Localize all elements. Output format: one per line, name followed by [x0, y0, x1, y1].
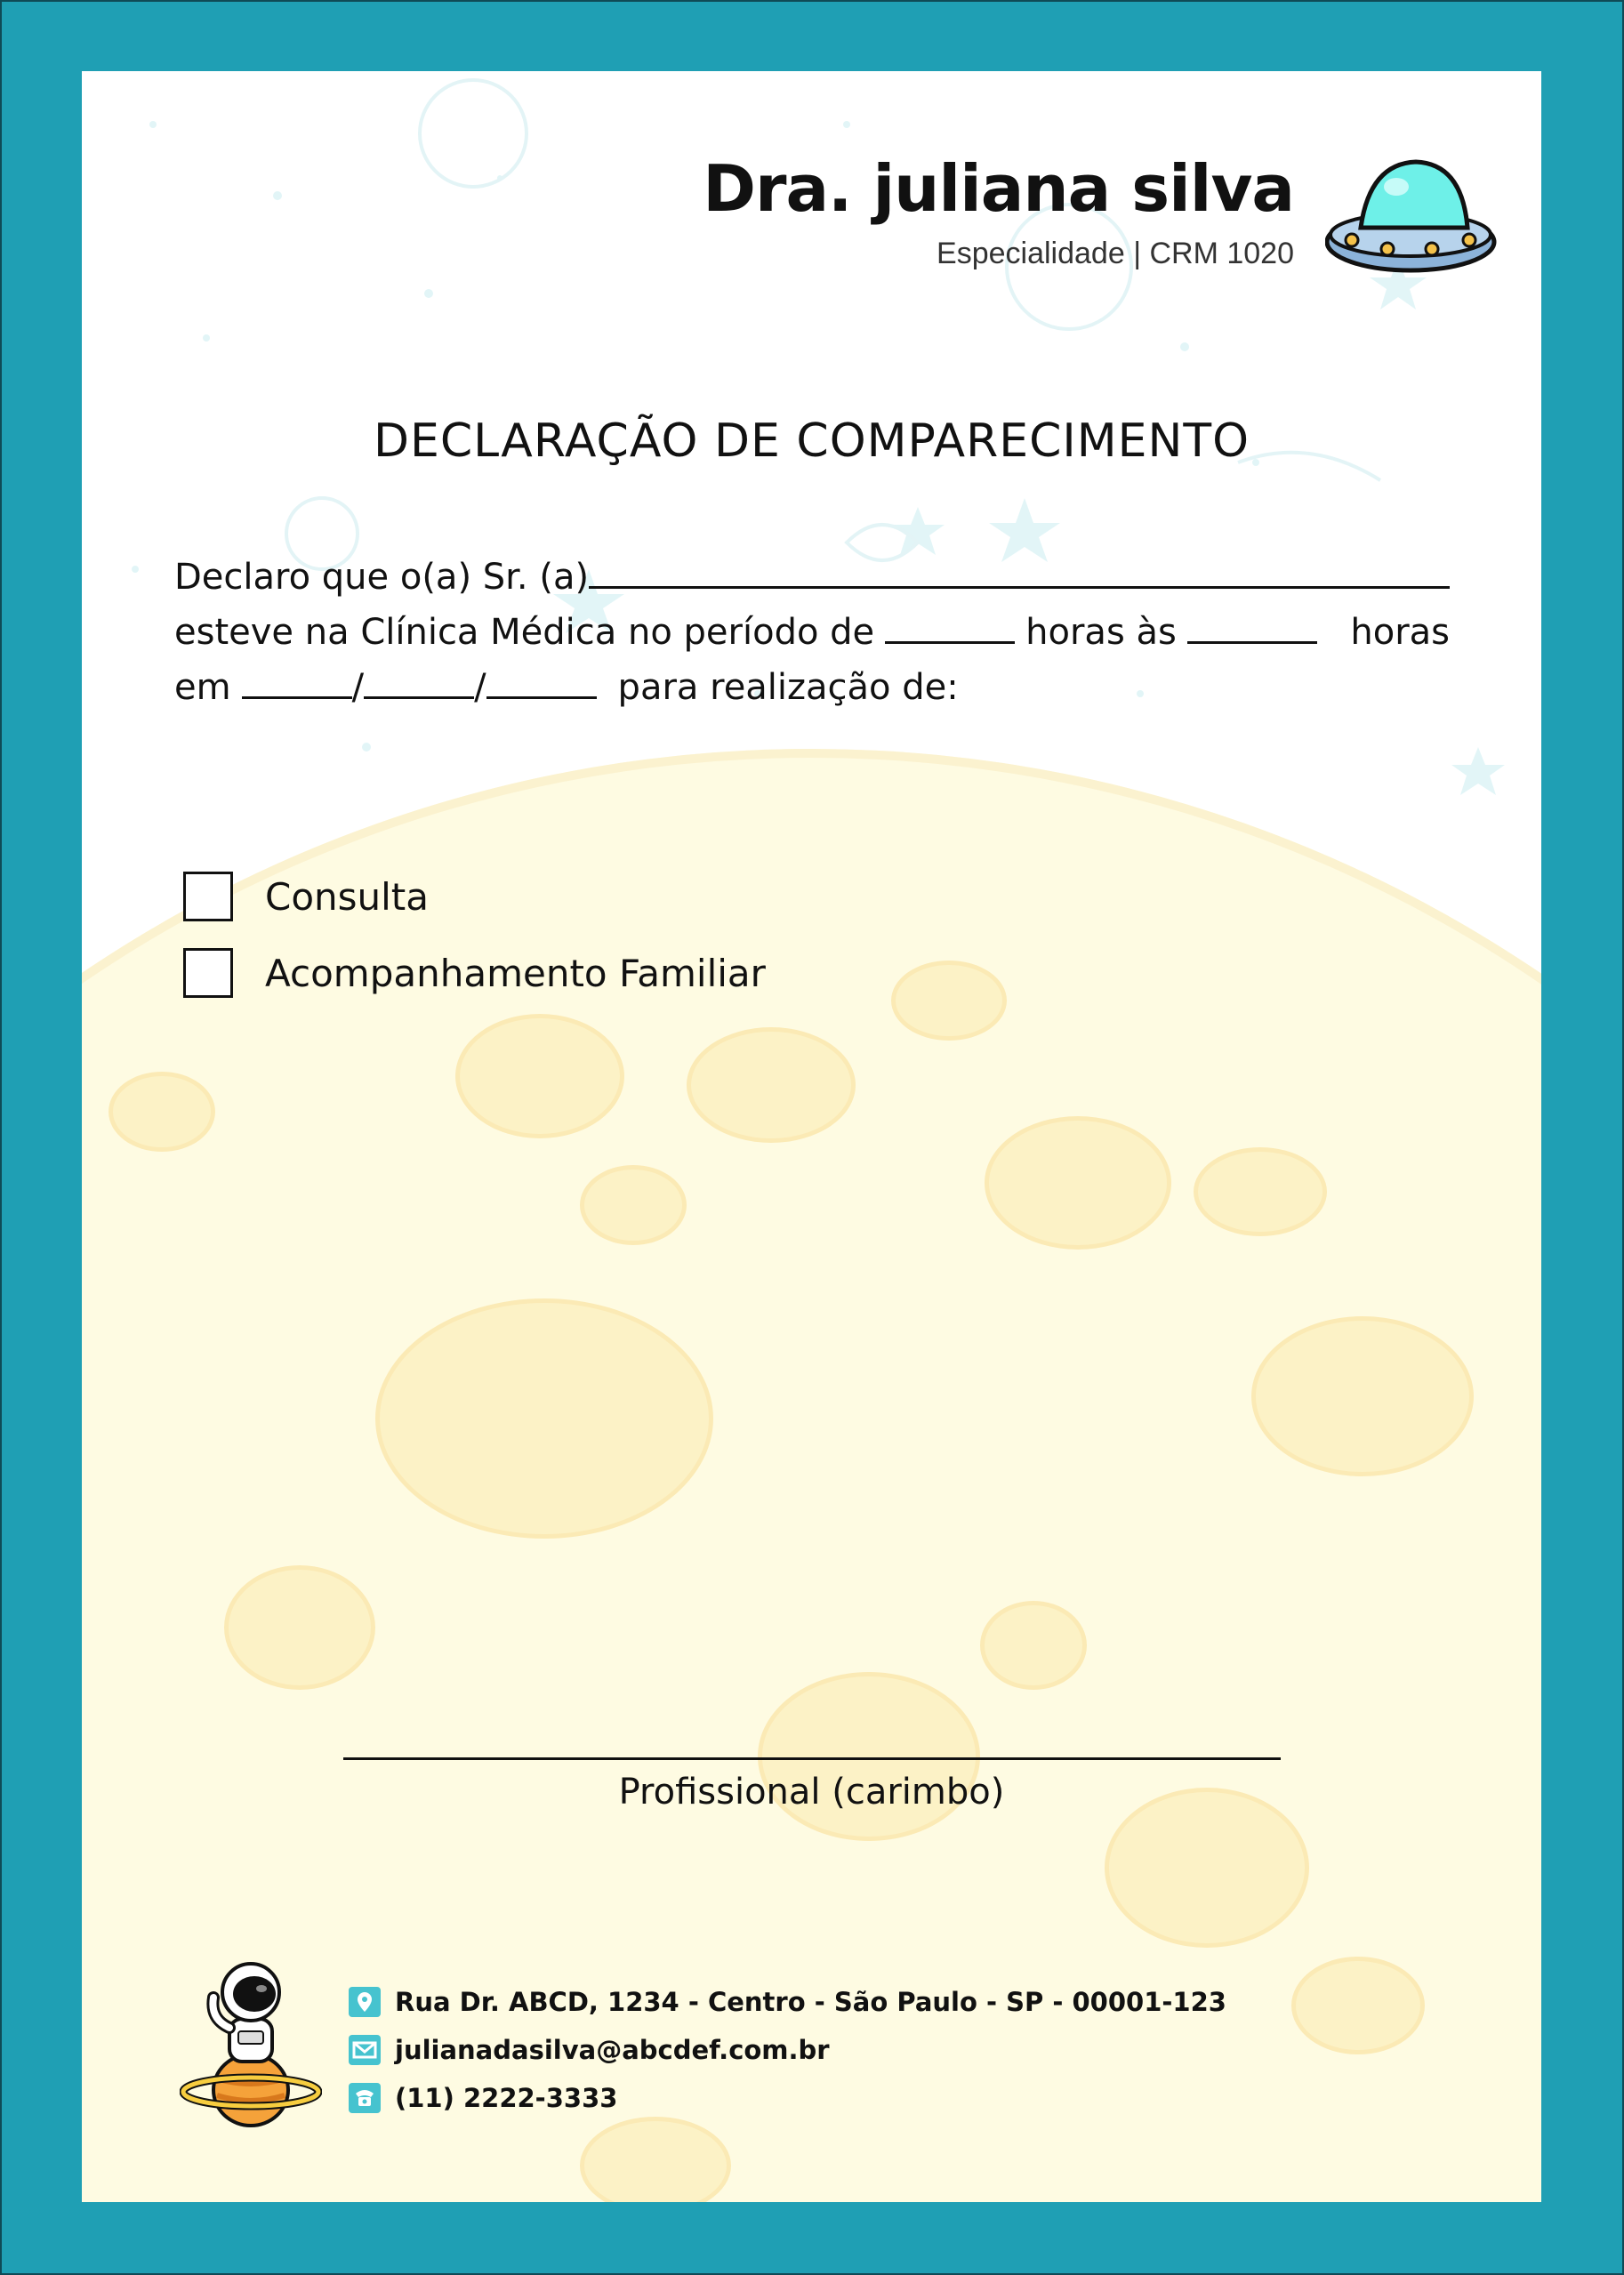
date-month-field[interactable]: [364, 661, 474, 699]
acompanhamento-checkbox[interactable]: [183, 948, 233, 998]
date-day-field[interactable]: [242, 661, 352, 699]
moon-crater: [580, 1165, 687, 1245]
moon-crater: [980, 1601, 1087, 1690]
address-text: Rua Dr. ABCD, 1234 - Centro - São Paulo - SP - 00001-123: [395, 1987, 1226, 2017]
declaration-line-3: [174, 660, 1450, 715]
moon-crater: [224, 1565, 375, 1690]
date-separator: /: [474, 667, 486, 708]
patient-name-field[interactable]: [589, 551, 1450, 589]
location-icon: [349, 1987, 381, 2017]
moon-crater: [891, 961, 1007, 1041]
phone-icon: [349, 2083, 381, 2113]
contact-email: [349, 2035, 830, 2065]
declaration-line-1-text: Declaro que o(a) Sr. (a): [174, 557, 590, 598]
declaration-line-1: [174, 550, 1450, 605]
consulta-checkbox[interactable]: [183, 872, 233, 921]
declaration-line-3-suffix: para realização de:: [617, 667, 959, 708]
ufo-icon: [1325, 157, 1503, 281]
option-acompanhamento[interactable]: [183, 948, 766, 998]
signature-label: Profissional (carimbo): [618, 1772, 1005, 1813]
moon-crater: [758, 1672, 980, 1841]
doctor-specialty: Especialidade | CRM 1020: [937, 237, 1294, 270]
email-text[interactable]: julianadasilva@abcdef.com.br: [395, 2035, 830, 2065]
document-title: DECLARAÇÃO DE COMPARECIMENTO: [373, 414, 1250, 468]
email-icon: [349, 2035, 381, 2065]
end-time-field[interactable]: [1187, 606, 1317, 644]
moon-crater: [687, 1027, 856, 1143]
signature-line: [343, 1757, 1281, 1760]
contact-address: [349, 1987, 1226, 2017]
moon-crater: [455, 1014, 624, 1138]
option-label: Consulta: [265, 874, 430, 919]
option-label: Acompanhamento Familiar: [265, 951, 766, 995]
declaration-line-2-suffix: horas: [1350, 612, 1450, 653]
moon-crater: [1251, 1316, 1474, 1476]
doctor-name: Dra. juliana silva: [703, 151, 1294, 226]
moon-crater: [109, 1072, 215, 1152]
start-time-field[interactable]: [885, 606, 1015, 644]
moon-crater: [1194, 1147, 1327, 1236]
astronaut-icon: [180, 1957, 322, 2134]
moon-crater: [985, 1116, 1171, 1250]
declaration-line-2-text: esteve na Clínica Médica no período de: [174, 612, 875, 653]
moon-crater: [375, 1298, 713, 1539]
declaration-line-2: [174, 605, 1450, 660]
contact-phone: [349, 2083, 617, 2113]
moon-crater: [1291, 1957, 1425, 2054]
declaration-line-2-mid: horas às: [1025, 612, 1177, 653]
phone-text[interactable]: (11) 2222-3333: [395, 2083, 618, 2113]
date-separator: /: [351, 667, 365, 708]
date-year-field[interactable]: [486, 661, 597, 699]
document-sheet: [82, 71, 1541, 2202]
option-consulta[interactable]: [183, 872, 429, 921]
declaration-text: [174, 550, 1450, 715]
declaration-line-3-text: em: [174, 667, 231, 708]
